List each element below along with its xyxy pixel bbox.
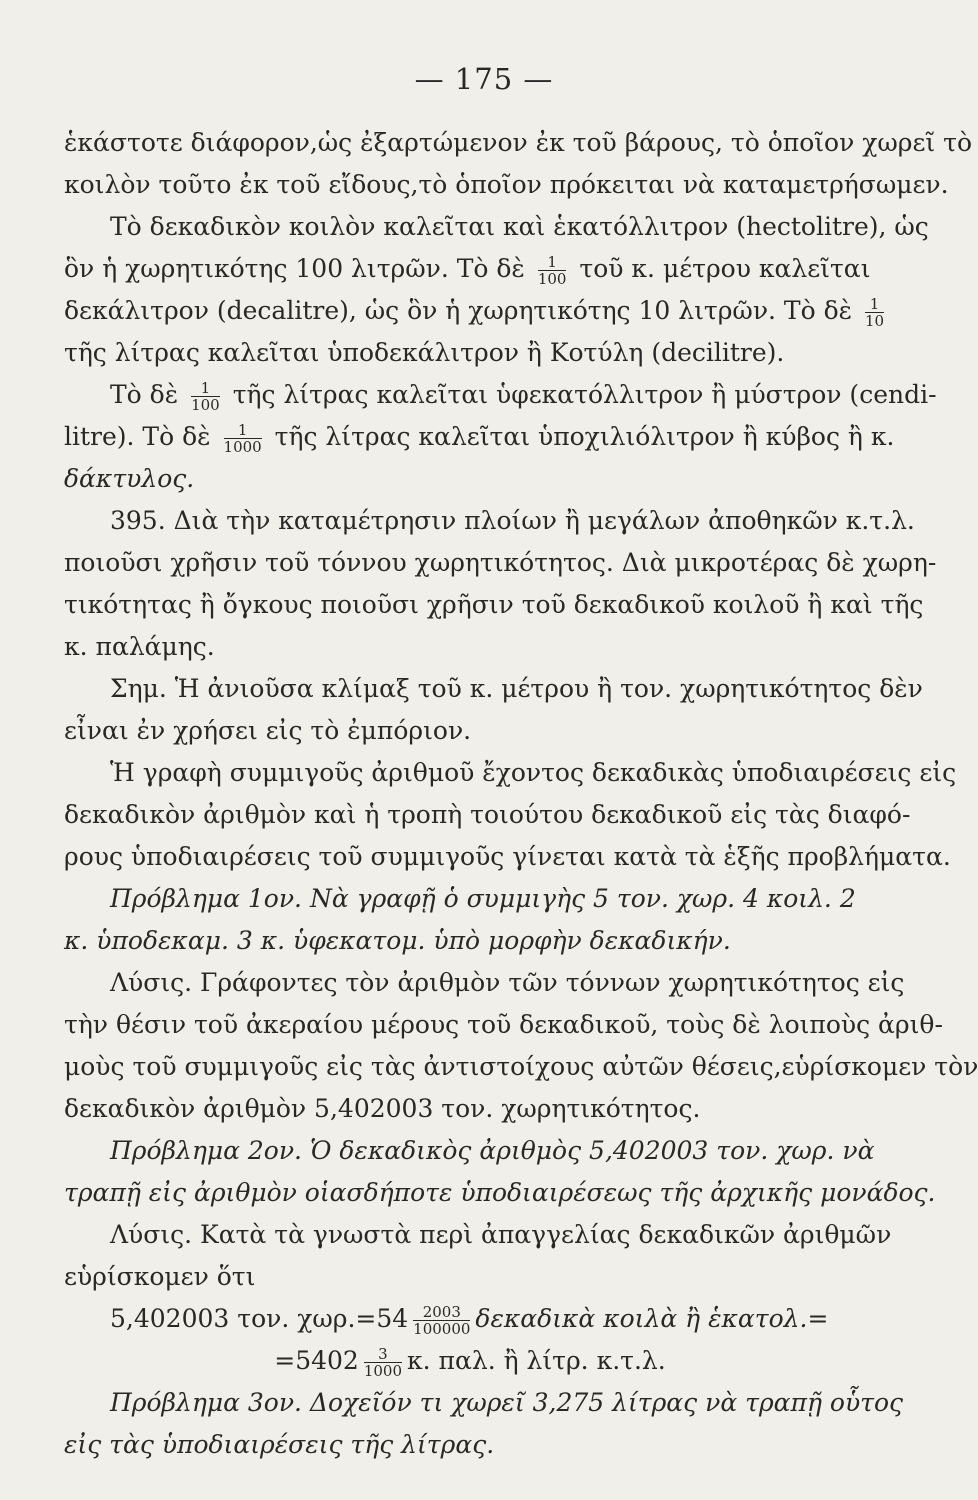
text-line: τικότητας ἢ ὄγκους ποιοῦσι χρῆσιν τοῦ δεκαδικοῦ κοιλοῦ ἢ καὶ τῆς: [64, 590, 924, 619]
text-segment: τῆς λίτρας καλεῖται ὑφεκατόλλιτρον ἢ μύστρον (cendi-: [232, 380, 937, 409]
fraction-numerator: 1: [865, 296, 884, 313]
text-line: [64, 248, 876, 290]
text-segment: τῆς λίτρας καλεῖται ὑποχιλιόλιτρον ἢ κύβος ἢ κ.: [274, 422, 895, 451]
text-line: [64, 290, 885, 332]
equation-line: [64, 1340, 876, 1382]
text-line: δάκτυλος.: [64, 464, 195, 493]
text-line: ἑκάστοτε διάφορον,ὡς ἐξαρτώμενον ἐκ τοῦ βάρους, τὸ ὁποῖον χωρεῖ τὸ: [64, 128, 973, 157]
fraction-numerator: 3: [364, 1346, 402, 1363]
text-line: εἶναι ἐν χρήσει εἰς τὸ ἐμπόριον.: [64, 716, 472, 745]
text-line: δεκαδικὸν ἀριθμὸν 5,402003 τον. χωρητικότητος.: [64, 1094, 701, 1123]
fraction-denominator: 100000: [413, 1320, 471, 1338]
text-segment: 5,402003 τον. χωρ.=54: [110, 1304, 409, 1333]
text-segment: δεκάλιτρον (decalitre), ὡς ὃν ἡ χωρητικότης 10 λιτρῶν. Τὸ δὲ: [64, 296, 853, 325]
text-segment: δεκαδικὰ κοιλὰ ἢ ἑκατολ.=: [475, 1304, 829, 1333]
text-segment: ὃν ἡ χωρητικότης 100 λιτρῶν. Τὸ δὲ: [64, 254, 525, 283]
text-line: [64, 374, 937, 416]
text-line: Τὸ δεκαδικὸν κοιλὸν καλεῖται καὶ ἑκατόλλιτρον (hectolitre), ὡς: [110, 212, 929, 241]
fraction-numerator: 2003: [413, 1304, 470, 1321]
text-line: Πρόβλημα 2ον. Ὁ δεκαδικὸς ἀριθμὸς 5,402003 τον. χωρ. νὰ: [110, 1136, 875, 1165]
fraction-denominator: 100: [191, 396, 220, 414]
text-line: Λύσις. Γράφοντες τὸν ἀριθμὸν τῶν τόννων χωρητικότητος εἰς: [110, 968, 905, 997]
text-line: κοιλὸν τοῦτο ἐκ τοῦ εἴδους,τὸ ὁποῖον πρόκειται νὰ καταμετρήσωμεν.: [64, 170, 949, 199]
text-line: εἰς τὰς ὑποδιαιρέσεις τῆς λίτρας.: [64, 1430, 495, 1459]
text-line: εὑρίσκομεν ὅτι: [64, 1262, 256, 1291]
text-line: ποιοῦσι χρῆσιν τοῦ τόννου χωρητικότητος. Διὰ μικροτέρας δὲ χωρη-: [64, 548, 937, 577]
fraction: [413, 1304, 470, 1337]
fraction: [364, 1346, 402, 1379]
text-line: τραπῇ εἰς ἀριθμὸν οἱασδήποτε ὑποδιαιρέσεως τῆς ἀρχικῆς μονάδος.: [64, 1178, 936, 1207]
fraction-numerator: 1: [191, 380, 220, 397]
page-number: — 175 —: [414, 62, 554, 96]
fraction-numerator: 1: [538, 254, 567, 271]
fraction: [191, 380, 220, 413]
text-segment: litre). Τὸ δὲ: [64, 422, 211, 451]
fraction: [865, 296, 884, 329]
body-text: [64, 122, 978, 1466]
text-line: Πρόβλημα 3ον. Δοχεῖόν τι χωρεῖ 3,275 λίτρας νὰ τραπῇ οὗτος: [110, 1388, 904, 1417]
text-segment: κ. παλ. ἢ λίτρ. κ.τ.λ.: [407, 1346, 666, 1375]
text-line: κ. ὑποδεκαμ. 3 κ. ὑφεκατομ. ὑπὸ μορφὴν δεκαδικήν.: [64, 926, 731, 955]
text-line: Σημ. Ἡ ἀνιοῦσα κλίμαξ τοῦ κ. μέτρου ἢ τον. χωρητικότητος δὲν: [110, 674, 923, 703]
fraction-denominator: 1000: [223, 438, 262, 456]
text-line: [64, 416, 895, 458]
text-segment: Τὸ δὲ: [110, 380, 179, 409]
fraction: [538, 254, 567, 287]
text-line: 395. Διὰ τὴν καταμέτρησιν πλοίων ἢ μεγάλων ἀποθηκῶν κ.τ.λ.: [110, 506, 915, 535]
text-line: Ἡ γραφὴ συμμιγοῦς ἀριθμοῦ ἔχοντος δεκαδικὰς ὑποδιαιρέσεις εἰς: [110, 758, 957, 787]
text-line: κ. παλάμης.: [64, 632, 215, 661]
text-line: Λύσις. Κατὰ τὰ γνωστὰ περὶ ἀπαγγελίας δεκαδικῶν ἀριθμῶν: [110, 1220, 892, 1249]
text-line: τῆς λίτρας καλεῖται ὑποδεκάλιτρον ἢ Κοτύλη (decilitre).: [64, 338, 785, 367]
text-line: δεκαδικὸν ἀριθμὸν καὶ ἡ τροπὴ τοιούτου δεκαδικοῦ εἰς τὰς διαφό-: [64, 800, 911, 829]
text-segment: τοῦ κ. μέτρου καλεῖται: [579, 254, 871, 283]
fraction-denominator: 10: [865, 312, 885, 330]
text-line: τὴν θέσιν τοῦ ἀκεραίου μέρους τοῦ δεκαδικοῦ, τοὺς δὲ λοιποὺς ἀριθ-: [64, 1010, 943, 1039]
text-segment: =5402: [274, 1346, 359, 1375]
fraction: [224, 422, 262, 455]
text-line: Πρόβλημα 1ον. Νὰ γραφῇ ὁ συμμιγὴς 5 τον. χωρ. 4 κοιλ. 2: [110, 884, 856, 913]
text-line: ρους ὑποδιαιρέσεις τοῦ συμμιγοῦς γίνεται κατὰ τὰ ἑξῆς προβλήματα.: [64, 842, 951, 871]
fraction-numerator: 1: [224, 422, 262, 439]
text-line: μοὺς τοῦ συμμιγοῦς εἰς τὰς ἀντιστοίχους αὐτῶν θέσεις,εὑρίσκομεν τὸν: [64, 1052, 978, 1081]
fraction-denominator: 100: [537, 270, 567, 288]
fraction-denominator: 1000: [363, 1362, 403, 1380]
equation-line: [64, 1298, 876, 1340]
